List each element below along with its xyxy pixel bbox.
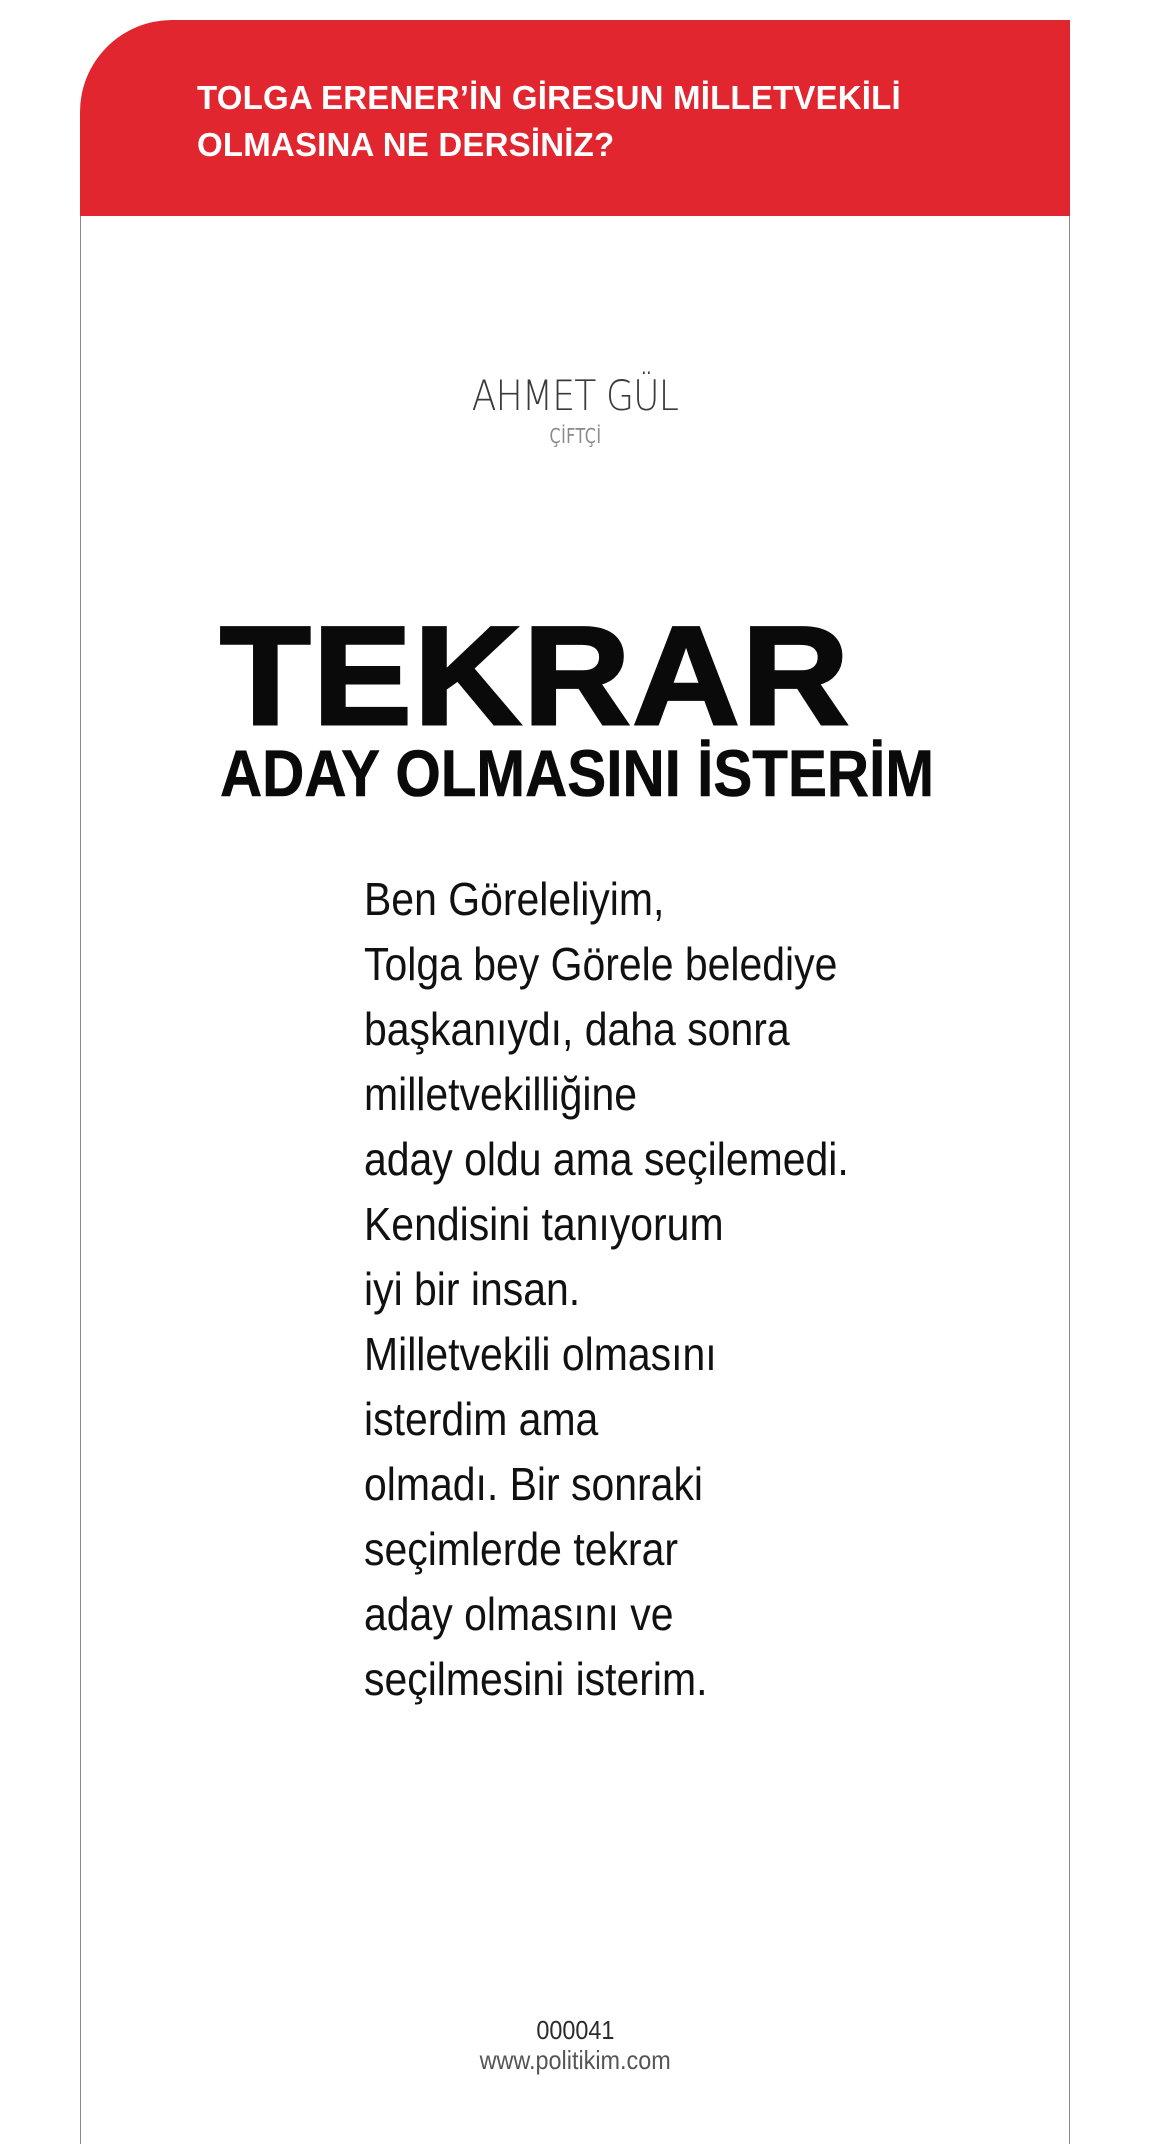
quote-line: aday oldu ama seçilemedi. [364, 1133, 849, 1185]
quote-line: Kendisini tanıyorum [364, 1198, 724, 1250]
respondent-occupation: ÇİFTÇİ [549, 424, 601, 448]
card-footer [80, 2015, 1070, 2075]
respondent-info [80, 370, 1070, 448]
website-url: www.politikim.com [479, 2045, 671, 2075]
quote-line: milletvekilliğine [364, 1068, 638, 1120]
quote-line: aday olmasını ve [364, 1588, 674, 1640]
headline-subtitle: ADAY OLMASINI İSTERİM [220, 736, 934, 810]
quote-line: iyi bir insan. [364, 1263, 581, 1315]
quote-line: olmadı. Bir sonraki [364, 1458, 704, 1510]
question-banner [80, 20, 1070, 216]
survey-question: TOLGA ERENER’İN GİRESUN MİLLETVEKİLİ OLMASINA NE DERSİNİZ? [197, 79, 901, 163]
respondent-quote [364, 867, 862, 1712]
card-id: 000041 [535, 2015, 615, 2045]
headline-main: TEKRAR [220, 597, 852, 754]
quote-line: başkanıydı, daha sonra [364, 1003, 790, 1055]
quote-line: isterdim ama [364, 1393, 599, 1445]
quote-line: Tolga bey Görele belediye [364, 938, 838, 990]
respondent-name-wrap [80, 370, 1070, 424]
respondent-name: AHMET GÜL [471, 371, 679, 420]
quote-line: Ben Göreleliyim, [364, 873, 665, 925]
quote-line: seçimlerde tekrar [364, 1523, 678, 1575]
quote-line: seçilmesini isterim. [364, 1653, 708, 1705]
quote-line: Milletvekili olmasını [364, 1328, 717, 1380]
